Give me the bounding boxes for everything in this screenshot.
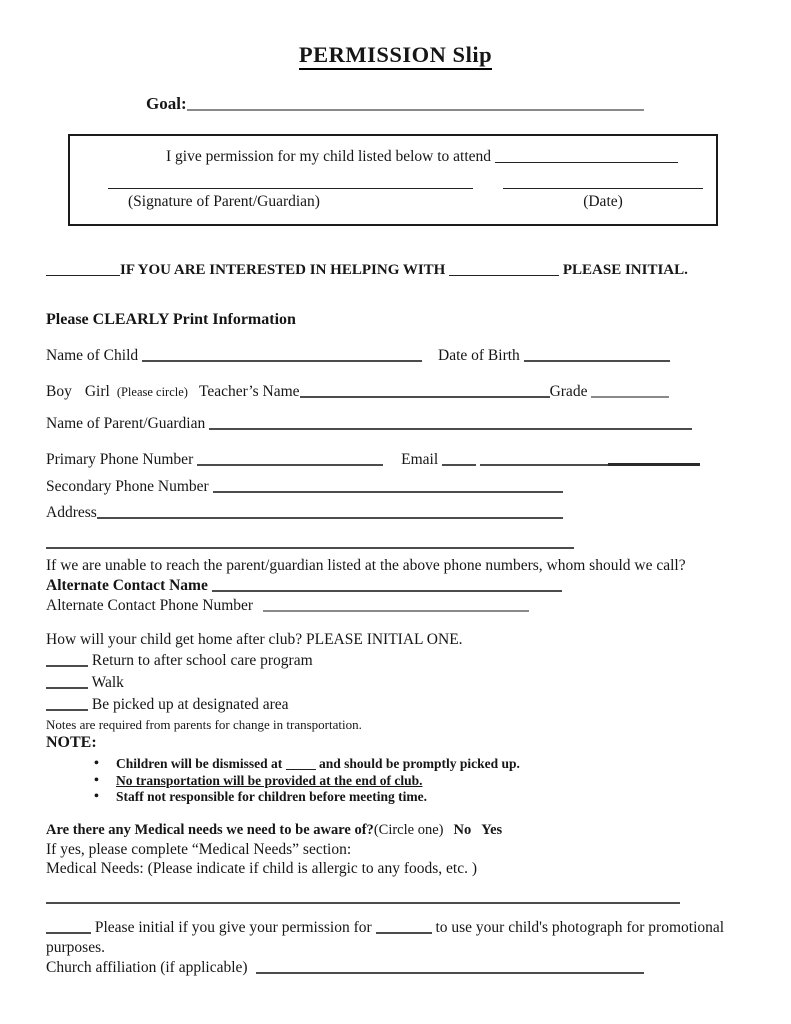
church-affiliation-blank — [256, 960, 644, 974]
medical-needs-row — [46, 890, 745, 904]
dismissal-time-blank — [286, 759, 316, 770]
helping-text: IF YOU ARE INTERESTED IN HELPING WITH — [120, 262, 446, 278]
teachers-name-label: Teacher’s Name — [198, 383, 300, 400]
transport-question: How will your child get home after club? PLEASE INITIAL ONE. — [46, 631, 463, 648]
parent-guardian-label: Name of Parent/Guardian — [46, 415, 206, 432]
bullet-text-post: and should be promptly picked up. — [319, 756, 520, 771]
parent-row — [46, 414, 745, 434]
email-blank-short — [442, 452, 476, 466]
photo-org-blank — [376, 920, 432, 934]
option-initial-blank — [46, 675, 88, 689]
helping-initial-blank — [46, 263, 120, 276]
secondary-phone-blank — [213, 479, 563, 493]
name-of-child-blank — [142, 348, 422, 362]
please-circle-label: (Please circle) — [116, 385, 188, 399]
medical-if-yes: If yes, please complete “Medical Needs” section: — [46, 840, 352, 858]
option-initial-blank — [46, 653, 88, 667]
option-label: Return to after school care program — [91, 652, 313, 669]
transport-option-2 — [46, 672, 745, 694]
option-initial-blank — [46, 697, 88, 711]
date-line — [503, 176, 703, 189]
address-continuation-row — [46, 535, 745, 550]
email-blank — [480, 452, 608, 466]
alternate-name-label: Alternate Contact Name — [46, 577, 208, 594]
goal-row — [46, 94, 745, 114]
email-label: Email — [401, 451, 439, 468]
alternate-intro: If we are unable to reach the parent/guardian listed at the above phone numbers, whom should we call? — [46, 557, 686, 574]
signature-row — [108, 174, 716, 192]
caption-row — [108, 192, 716, 212]
signature-line — [108, 176, 473, 189]
name-of-child-label: Name of Child — [46, 347, 139, 364]
no-label: No — [453, 821, 472, 838]
photo-purposes: purposes. — [46, 938, 105, 956]
option-label: Walk — [91, 674, 124, 691]
yes-label: Yes — [481, 821, 503, 838]
bullet-icon: • — [94, 756, 99, 771]
alternate-phone-label: Alternate Contact Phone Number — [46, 597, 254, 614]
bullet-icon: • — [94, 789, 99, 804]
secondary-phone-label: Secondary Phone Number — [46, 478, 209, 495]
note-bullet-dismissal — [94, 756, 745, 773]
child-dob-row — [46, 346, 745, 366]
attend-line — [166, 148, 716, 166]
note-bullet-list — [46, 756, 745, 806]
parent-guardian-blank — [209, 416, 692, 430]
photo-permission-text: Please initial if you give your permission for — [94, 918, 372, 936]
permission-box — [68, 134, 718, 226]
girl-label: Girl — [84, 383, 110, 400]
signature-caption: (Signature of Parent/Guardian) — [128, 193, 320, 210]
address-continuation-blank — [46, 535, 574, 549]
grade-blank — [591, 384, 669, 398]
page-title — [46, 42, 745, 68]
bullet-text: No transportation will be provided at the end of club. — [116, 772, 423, 788]
gender-teacher-row — [46, 382, 745, 402]
helping-with-blank — [449, 263, 559, 276]
note-bullet-transportation — [94, 772, 745, 790]
secondary-phone-row — [46, 477, 745, 497]
alternate-phone-row — [46, 596, 745, 616]
transport-option-3 — [46, 694, 745, 716]
helping-initial-label: PLEASE INITIAL. — [562, 262, 688, 278]
medical-needs-blank — [46, 890, 680, 904]
photo-permission-text-2: to use your child's photograph for promotional — [435, 918, 725, 936]
church-affiliation-label: Church affiliation (if applicable) — [46, 958, 248, 976]
print-info-heading: Please CLEARLY Print Information — [46, 311, 296, 328]
date-caption: (Date) — [583, 193, 623, 210]
date-of-birth-label: Date of Birth — [438, 347, 520, 364]
bullet-icon: • — [94, 772, 99, 788]
goal-blank — [187, 97, 644, 111]
address-label: Address — [46, 504, 97, 521]
address-blank — [97, 505, 563, 519]
attend-blank — [495, 150, 678, 163]
note-bullet-staff — [94, 789, 745, 806]
page-title-text: PERMISSION Slip — [299, 42, 492, 70]
goal-label: Goal: — [146, 94, 187, 113]
medical-question-row — [46, 820, 745, 840]
primary-phone-blank — [197, 452, 383, 466]
medical-question: Are there any Medical needs we need to be aware of? — [46, 821, 374, 838]
bullet-text: Staff not responsible for children before meeting time. — [116, 789, 427, 804]
note-heading: NOTE: — [46, 734, 97, 751]
address-row — [46, 503, 745, 523]
email-blank-thick — [608, 451, 700, 466]
grade-label: Grade — [549, 383, 588, 400]
phone-email-row — [46, 450, 745, 470]
boy-label: Boy — [46, 383, 72, 400]
medical-needs-label: Medical Needs: (Please indicate if child is allergic to any foods, etc. ) — [46, 859, 477, 877]
attend-text: I give permission for my child listed below to attend — [166, 148, 492, 165]
alternate-phone-blank — [263, 598, 529, 612]
date-of-birth-blank — [524, 348, 670, 362]
primary-phone-label: Primary Phone Number — [46, 451, 194, 468]
transport-notes: Notes are required from parents for change in transportation. — [46, 717, 362, 732]
option-label: Be picked up at designated area — [91, 696, 289, 713]
bullet-text-pre: Children will be dismissed at — [116, 756, 283, 771]
transport-option-1 — [46, 650, 745, 672]
photo-initial-blank — [46, 920, 91, 934]
alternate-name-row — [46, 576, 745, 596]
alternate-name-blank — [212, 578, 562, 592]
church-affiliation-row — [46, 958, 745, 978]
photo-permission-row — [46, 918, 745, 938]
teachers-name-blank — [300, 384, 550, 398]
circle-one-label: (Circle one) — [373, 821, 444, 838]
helping-row — [46, 260, 745, 280]
